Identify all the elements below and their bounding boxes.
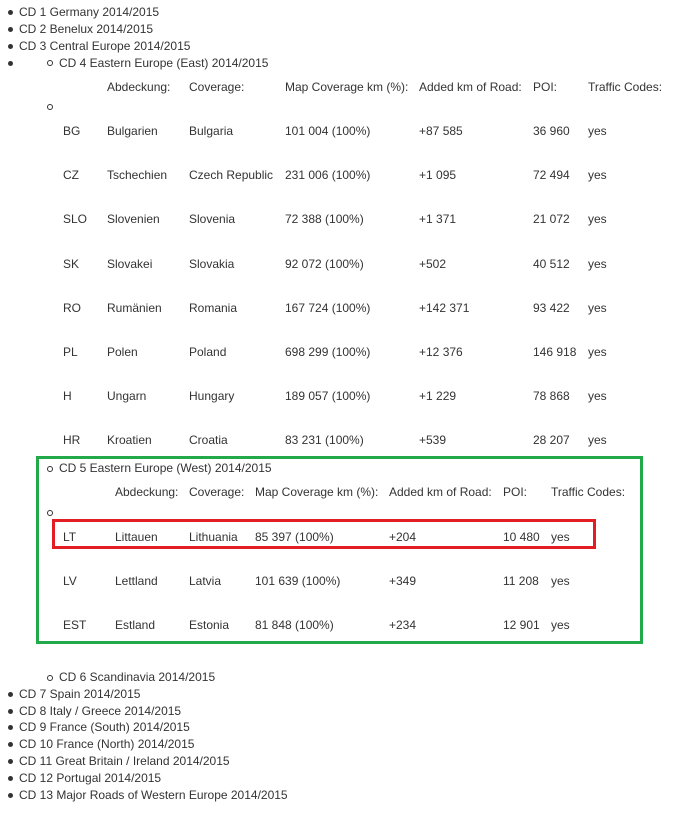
header-coverage: Coverage: — [189, 80, 245, 94]
row-slo-country-name-en: Slovenia — [189, 212, 236, 226]
list-bullet — [8, 27, 13, 32]
list-item-cd3[interactable]: CD 3 Central Europe 2014/2015 — [19, 39, 191, 53]
row-lt-map-coverage: 85 397 (100%) — [255, 530, 334, 544]
header-poi: POI: — [503, 485, 528, 499]
row-h-map-coverage: 189 057 (100%) — [285, 389, 371, 403]
list-bullet — [8, 44, 13, 49]
row-ro-poi-count: 93 422 — [533, 301, 570, 315]
sublist-bullet — [47, 466, 53, 472]
row-h-country-code: H — [63, 389, 72, 403]
header-added-km: Added km of Road: — [419, 80, 522, 94]
row-bg-country-name-de: Bulgarien — [107, 124, 158, 138]
list-item-cd2[interactable]: CD 2 Benelux 2014/2015 — [19, 22, 154, 36]
row-cz-country-name-en: Czech Republic — [189, 168, 274, 182]
list-bullet — [8, 793, 13, 798]
sublist-bullet — [47, 510, 53, 516]
row-lv-country-name-en: Latvia — [189, 574, 222, 588]
row-slo-country-code: SLO — [63, 212, 88, 226]
list-bullet — [8, 776, 13, 781]
row-pl-country-name-en: Poland — [189, 345, 227, 359]
list-bullet — [8, 742, 13, 747]
row-hr-poi-count: 28 207 — [533, 433, 570, 447]
row-lt-country-code: LT — [63, 530, 77, 544]
row-slo-traffic-codes: yes — [588, 212, 607, 226]
row-pl-poi-count: 146 918 — [533, 345, 577, 359]
header-coverage: Coverage: — [189, 485, 245, 499]
list-item-cd8[interactable]: CD 8 Italy / Greece 2014/2015 — [19, 704, 182, 718]
row-sk-map-coverage: 92 072 (100%) — [285, 257, 364, 271]
list-bullet — [8, 692, 13, 697]
row-bg-added-km: +87 585 — [419, 124, 463, 138]
row-sk-country-name-en: Slovakia — [189, 257, 235, 271]
row-pl-added-km: +12 376 — [419, 345, 463, 359]
list-bullet — [8, 61, 13, 66]
header-traffic-codes: Traffic Codes: — [588, 80, 663, 94]
row-cz-country-name-de: Tschechien — [107, 168, 168, 182]
list-bullet — [8, 10, 13, 15]
row-cz-added-km: +1 095 — [419, 168, 457, 182]
row-lt-poi-count: 10 480 — [503, 530, 540, 544]
list-item-cd1[interactable]: CD 1 Germany 2014/2015 — [19, 5, 160, 19]
row-slo-country-name-de: Slovenien — [107, 212, 160, 226]
sublist-bullet — [47, 60, 53, 66]
list-item-cd4[interactable]: CD 4 Eastern Europe (East) 2014/2015 — [59, 56, 269, 70]
row-h-added-km: +1 229 — [419, 389, 457, 403]
row-ro-traffic-codes: yes — [588, 301, 607, 315]
header-added-km: Added km of Road: — [389, 485, 492, 499]
row-h-country-name-de: Ungarn — [107, 389, 147, 403]
row-lt-added-km: +204 — [389, 530, 417, 544]
sublist-bullet — [47, 104, 53, 110]
row-lv-map-coverage: 101 639 (100%) — [255, 574, 341, 588]
row-slo-added-km: +1 371 — [419, 212, 457, 226]
row-h-poi-count: 78 868 — [533, 389, 570, 403]
list-item-cd13[interactable]: CD 13 Major Roads of Western Europe 2014/2015 — [19, 788, 288, 802]
row-pl-map-coverage: 698 299 (100%) — [285, 345, 371, 359]
row-cz-traffic-codes: yes — [588, 168, 607, 182]
row-hr-country-code: HR — [63, 433, 81, 447]
row-lt-traffic-codes: yes — [551, 530, 570, 544]
list-item-cd12[interactable]: CD 12 Portugal 2014/2015 — [19, 771, 162, 785]
row-sk-traffic-codes: yes — [588, 257, 607, 271]
list-item-cd9[interactable]: CD 9 France (South) 2014/2015 — [19, 720, 190, 734]
row-lt-country-name-de: Littauen — [115, 530, 158, 544]
row-pl-country-name-de: Polen — [107, 345, 138, 359]
row-slo-poi-count: 21 072 — [533, 212, 570, 226]
row-ro-added-km: +142 371 — [419, 301, 470, 315]
row-lv-poi-count: 11 208 — [503, 574, 539, 588]
row-slo-map-coverage: 72 388 (100%) — [285, 212, 364, 226]
row-ro-country-code: RO — [63, 301, 81, 315]
row-sk-country-code: SK — [63, 257, 80, 271]
list-item-cd11[interactable]: CD 11 Great Britain / Ireland 2014/2015 — [19, 754, 230, 768]
row-cz-poi-count: 72 494 — [533, 168, 570, 182]
sublist-bullet — [47, 675, 53, 681]
row-lv-country-code: LV — [63, 574, 77, 588]
header-map-coverage: Map Coverage km (%): — [285, 80, 409, 94]
row-ro-map-coverage: 167 724 (100%) — [285, 301, 371, 315]
header-poi: POI: — [533, 80, 558, 94]
list-bullet — [8, 709, 13, 714]
row-est-poi-count: 12 901 — [503, 618, 540, 632]
header-abdeckung: Abdeckung: — [115, 485, 179, 499]
row-lv-added-km: +349 — [389, 574, 417, 588]
header-traffic-codes: Traffic Codes: — [551, 485, 626, 499]
row-lv-country-name-de: Lettland — [115, 574, 158, 588]
row-bg-traffic-codes: yes — [588, 124, 607, 138]
row-est-country-code: EST — [63, 618, 87, 632]
row-hr-traffic-codes: yes — [588, 433, 607, 447]
row-lt-country-name-en: Lithuania — [189, 530, 238, 544]
list-item-cd5[interactable]: CD 5 Eastern Europe (West) 2014/2015 — [59, 461, 272, 475]
list-item-cd10[interactable]: CD 10 France (North) 2014/2015 — [19, 737, 195, 751]
row-est-country-name-de: Estland — [115, 618, 156, 632]
row-hr-added-km: +539 — [419, 433, 447, 447]
row-ro-country-name-de: Rumänien — [107, 301, 162, 315]
row-sk-country-name-de: Slovakei — [107, 257, 153, 271]
list-item-cd7[interactable]: CD 7 Spain 2014/2015 — [19, 687, 141, 701]
row-h-traffic-codes: yes — [588, 389, 607, 403]
row-bg-country-name-en: Bulgaria — [189, 124, 234, 138]
row-est-traffic-codes: yes — [551, 618, 570, 632]
list-item-cd6[interactable]: CD 6 Scandinavia 2014/2015 — [59, 670, 216, 684]
row-hr-country-name-de: Kroatien — [107, 433, 152, 447]
row-sk-added-km: +502 — [419, 257, 447, 271]
row-h-country-name-en: Hungary — [189, 389, 235, 403]
row-hr-map-coverage: 83 231 (100%) — [285, 433, 364, 447]
row-pl-traffic-codes: yes — [588, 345, 607, 359]
row-est-country-name-en: Estonia — [189, 618, 230, 632]
header-abdeckung: Abdeckung: — [107, 80, 171, 94]
row-ro-country-name-en: Romania — [189, 301, 238, 315]
row-sk-poi-count: 40 512 — [533, 257, 570, 271]
row-pl-country-code: PL — [63, 345, 78, 359]
row-est-added-km: +234 — [389, 618, 417, 632]
list-bullet — [8, 725, 13, 730]
header-map-coverage: Map Coverage km (%): — [255, 485, 379, 499]
row-lv-traffic-codes: yes — [551, 574, 570, 588]
row-bg-country-code: BG — [63, 124, 81, 138]
row-hr-country-name-en: Croatia — [189, 433, 228, 447]
list-bullet — [8, 759, 13, 764]
row-est-map-coverage: 81 848 (100%) — [255, 618, 334, 632]
row-cz-country-code: CZ — [63, 168, 79, 182]
row-cz-map-coverage: 231 006 (100%) — [285, 168, 371, 182]
row-bg-map-coverage: 101 004 (100%) — [285, 124, 371, 138]
row-bg-poi-count: 36 960 — [533, 124, 570, 138]
